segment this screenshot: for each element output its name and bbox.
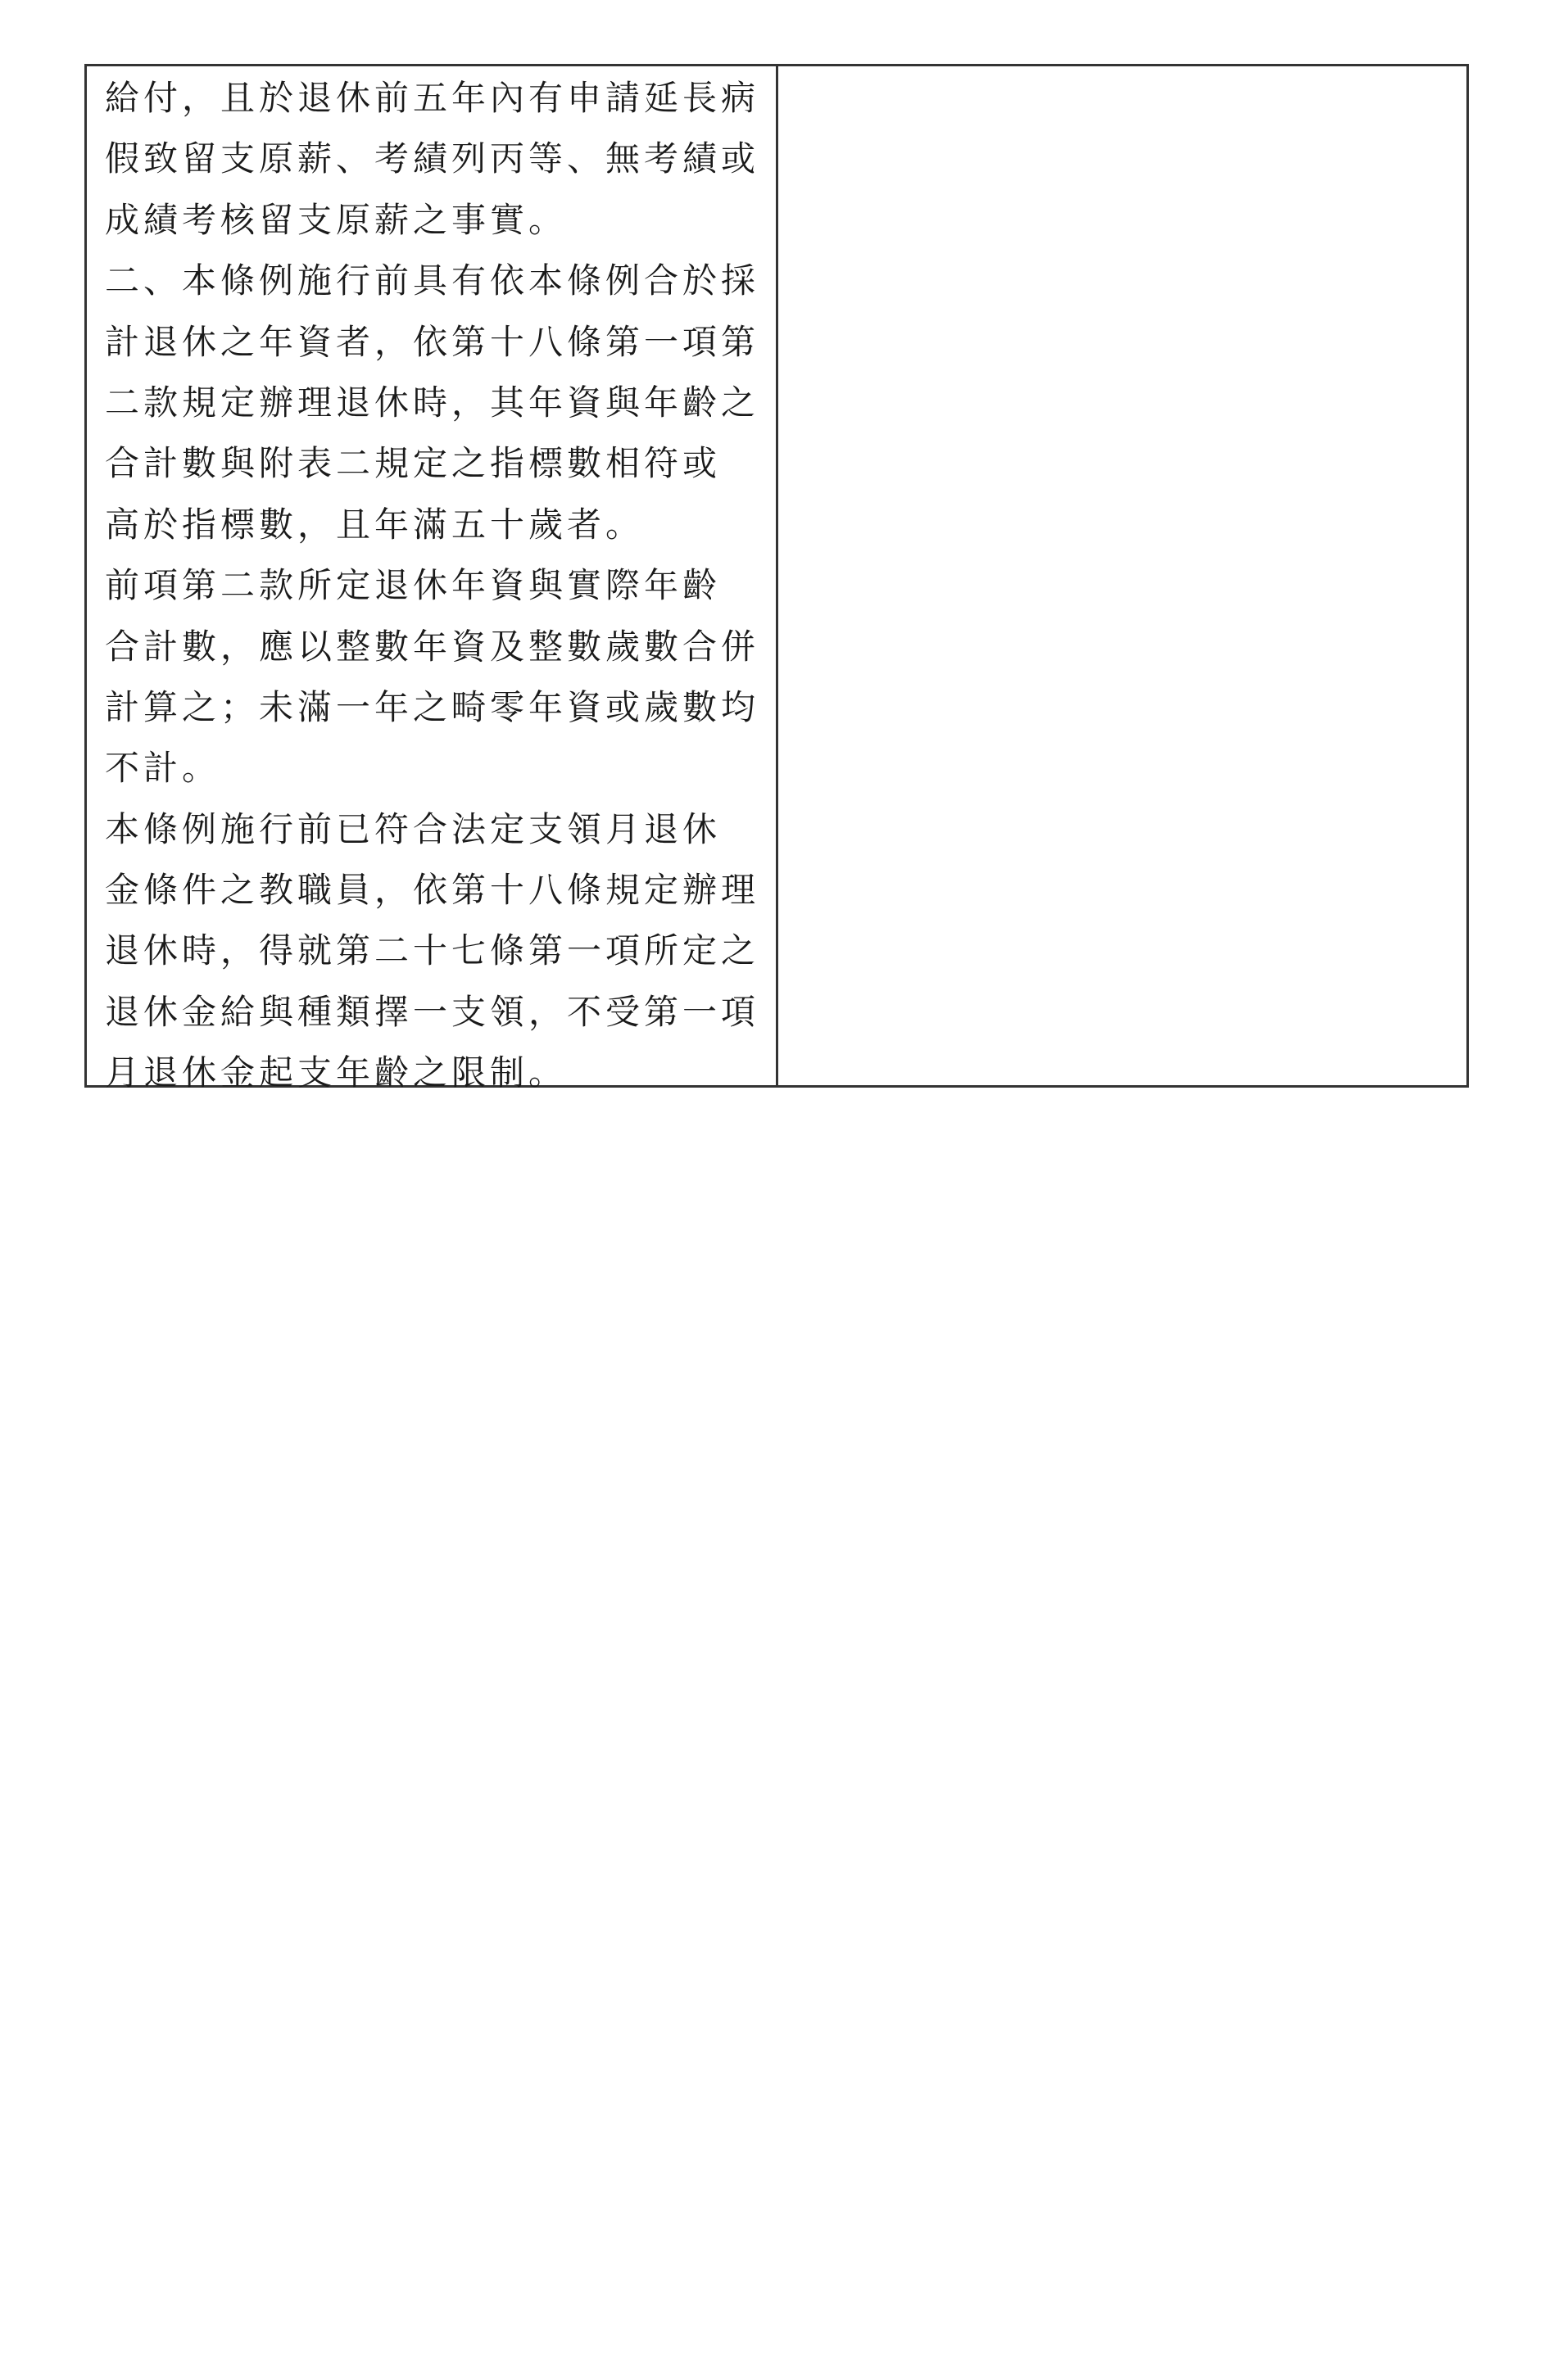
text-line: 假致留支原薪、考績列丙等、無考績或 [105,138,760,179]
text-line: 本條例施行前已符合法定支領月退休 [105,808,722,849]
text-line: 合計數與附表二規定之指標數相符或 [105,443,722,484]
text-line: 退休金給與種類擇一支領，不受第一項 [105,991,760,1032]
text-line: 二款規定辦理退休時，其年資與年齡之 [105,382,760,423]
text-line: 退休時，得就第二十七條第一項所定之 [105,930,760,971]
text-line: 給付，且於退休前五年內有申請延長病 [105,78,760,118]
article-text-column [87,66,778,1093]
text-line: 二、本條例施行前具有依本條例合於採 [105,260,760,301]
text-line: 金條件之教職員，依第十八條規定辦理 [105,870,760,911]
text-line: 計算之；未滿一年之畸零年資或歲數均 [105,686,760,727]
text-line: 成績考核留支原薪之事實。 [105,199,568,240]
text-line: 高於指標數，且年滿五十歲者。 [105,504,645,545]
text-line: 月退休金起支年齡之限制。 [105,1052,568,1093]
text-line: 前項第二款所定退休年資與實際年齡 [105,565,722,606]
text-line: 計退休之年資者，依第十八條第一項第 [105,321,760,362]
explanation-column [778,66,1466,1085]
text-line: 不計。 [105,748,221,789]
text-line: 合計數，應以整數年資及整數歲數合併 [105,626,760,667]
regulation-table [84,64,1469,1093]
